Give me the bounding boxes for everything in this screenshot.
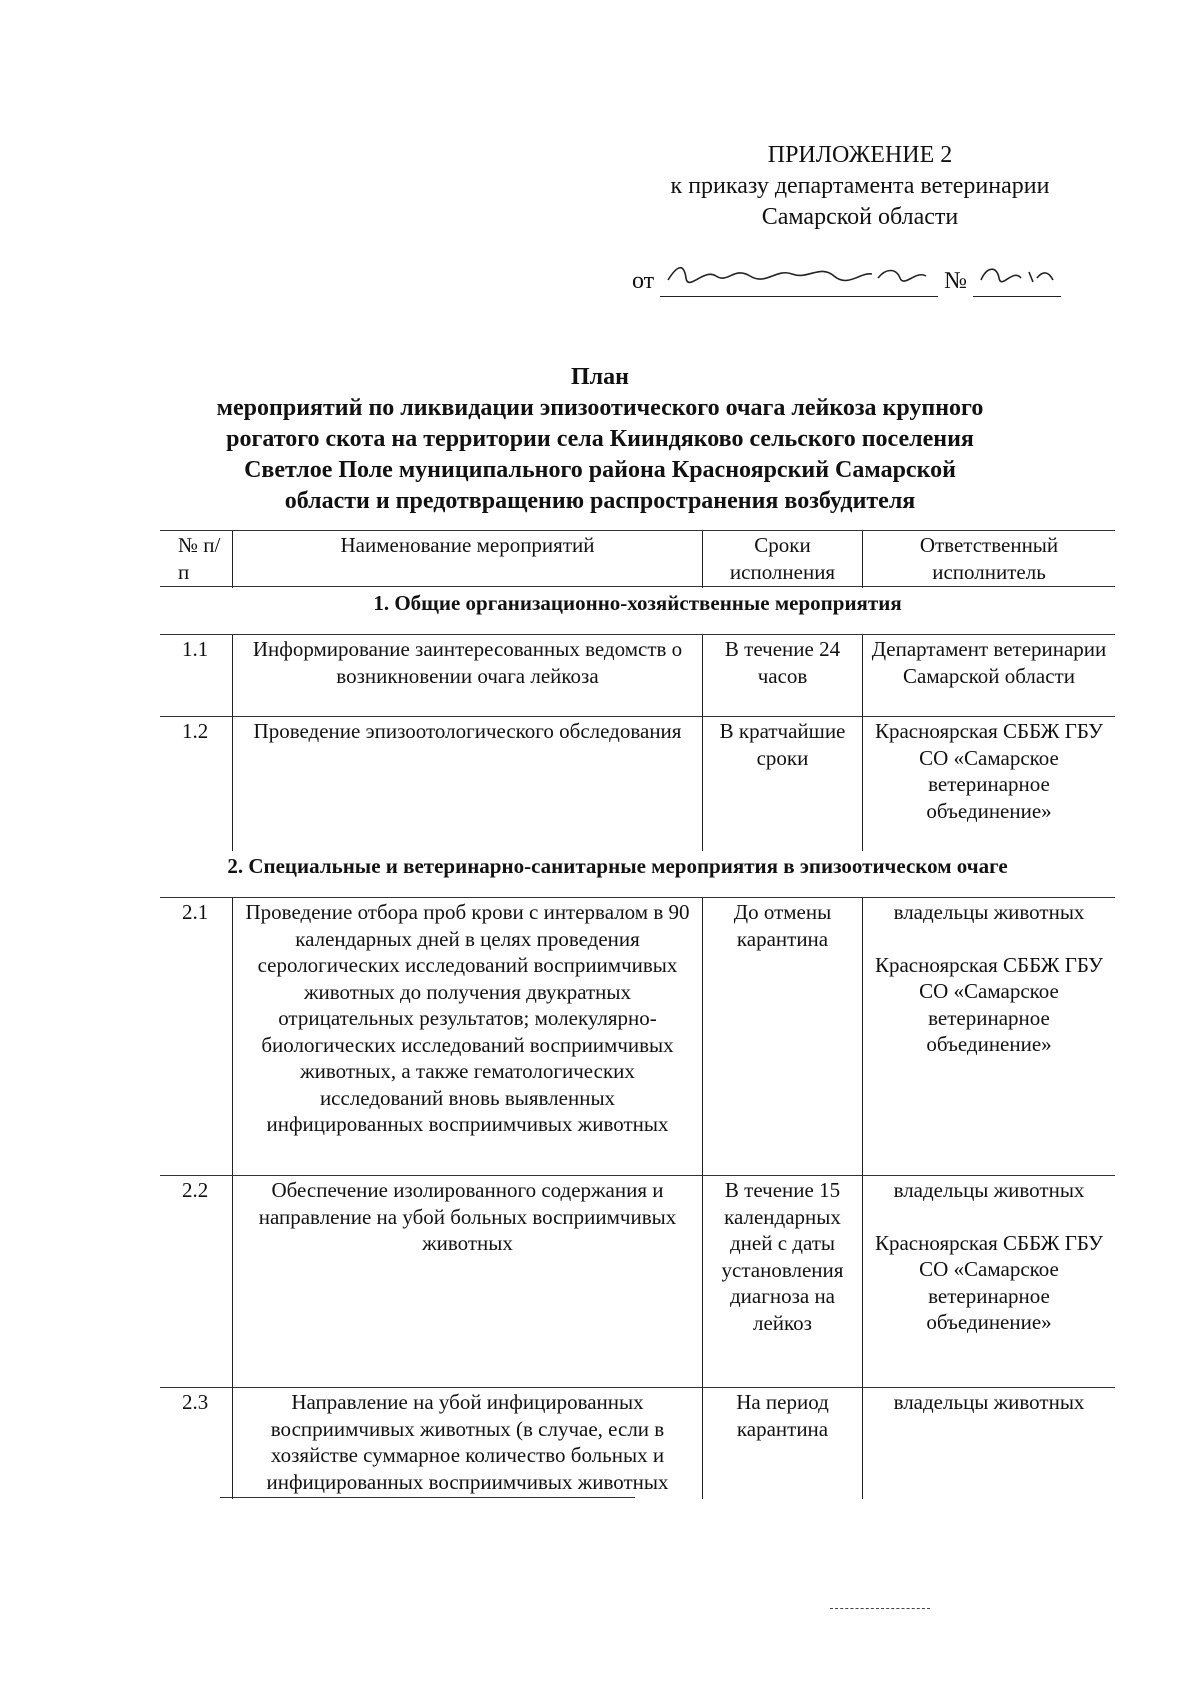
table-row	[160, 1387, 1115, 1499]
measures-table	[160, 530, 1115, 1499]
appendix-title: ПРИЛОЖЕНИЕ 2	[767, 142, 953, 168]
handwritten-number-signature	[977, 262, 1057, 288]
row-responsible	[862, 897, 1115, 1175]
row-number: 2.3	[182, 1390, 209, 1414]
order-date-number-line	[632, 262, 1061, 297]
divider	[160, 1387, 1115, 1388]
plan-title-word: План	[571, 364, 629, 390]
handwritten-order-number	[973, 262, 1061, 297]
header-term: Сроки исполнения	[702, 530, 862, 588]
row-responsible	[862, 1175, 1115, 1387]
plan-title-line: рогатого скота на территории села Кииндяково сельского поселения	[226, 426, 974, 452]
appendix-region: Самарской области	[761, 204, 959, 230]
plan-title-line: области и предотвращению распространения возбудителя	[284, 488, 916, 514]
plan-title-line: мероприятий по ликвидации эпизоотического очага лейкоза крупного	[216, 395, 984, 421]
divider	[160, 897, 1115, 898]
divider	[160, 716, 1115, 717]
plan-title	[150, 362, 1050, 517]
divider	[160, 586, 1115, 587]
responsible-party: Департамент ветеринарии Самарской области	[871, 637, 1107, 688]
row-term: На период карантина	[702, 1387, 862, 1499]
row-term: В течение 24 часов	[702, 634, 862, 716]
responsible-party: владельцы животных	[893, 1390, 1085, 1414]
appendix-header	[600, 140, 1120, 233]
divider	[160, 530, 1115, 531]
header-num: № п/п	[178, 533, 221, 584]
row-term: В кратчайшие сроки	[702, 716, 862, 851]
table-row	[160, 716, 1115, 851]
appendix-order-ref: к приказу департамента ветеринарии	[670, 173, 1050, 199]
table-row	[160, 897, 1115, 1175]
row-measure: Направление на убой инфицированных восприимчивых животных (в случае, если в хозяйстве суммарное количество больных и инфицированных восприимчивых животных	[232, 1387, 702, 1499]
divider	[160, 1175, 1115, 1176]
row-responsible	[862, 716, 1115, 851]
responsible-party: Красноярская СББЖ ГБУ СО «Самарское ветеринарное объединение»	[874, 952, 1104, 1056]
handwritten-order-date	[660, 262, 938, 297]
plan-title-line: Светлое Поле муниципального района Красноярский Самарской	[244, 457, 956, 483]
row-measure: Проведение отбора проб крови с интервалом в 90 календарных дней в целях проведения серологических исследований восприимчивых животных до получения двукратных отрицательных результатов; молекулярно-биологических исследований восприимчивых животных, а также гематологических исследований вновь выявленных инфицированных восприимчивых животных	[232, 897, 702, 1175]
row-responsible	[862, 1387, 1115, 1499]
responsible-party: владельцы животных	[893, 900, 1085, 924]
responsible-party: Красноярская СББЖ ГБУ СО «Самарское ветеринарное объединение»	[874, 1230, 1104, 1334]
header-name: Наименование мероприятий	[232, 530, 702, 588]
divider	[160, 634, 1115, 635]
section-heading-2: 2. Специальные и ветеринарно-санитарные мероприятия в эпизоотическом очаге	[227, 854, 1008, 878]
divider	[220, 1497, 635, 1498]
row-term: В течение 15 календарных дней с даты установления диагноза на лейкоз	[702, 1175, 862, 1387]
row-number: 2.1	[182, 900, 209, 924]
scan-artifact-dashes	[830, 1608, 930, 1609]
order-number-sign: №	[944, 268, 968, 294]
row-measure: Проведение эпизоотологического обследования	[232, 716, 702, 851]
handwritten-date-signature	[664, 262, 934, 288]
row-measure: Обеспечение изолированного содержания и направление на убой больных восприимчивых животных	[232, 1175, 702, 1387]
responsible-party: Красноярская СББЖ ГБУ СО «Самарское ветеринарное объединение»	[874, 719, 1104, 823]
section-heading-1: 1. Общие организационно-хозяйственные мероприятия	[373, 591, 902, 615]
responsible-party: владельцы животных	[893, 1178, 1085, 1202]
table-row	[160, 634, 1115, 716]
header-responsible: Ответственный исполнитель	[862, 530, 1115, 588]
row-number: 1.1	[182, 637, 209, 661]
row-responsible	[862, 634, 1115, 716]
table-header-row	[160, 530, 1115, 588]
order-prefix: от	[632, 268, 655, 294]
row-measure: Информирование заинтересованных ведомств о возникновении очага лейкоза	[232, 634, 702, 716]
row-number: 2.2	[182, 1178, 209, 1202]
row-number: 1.2	[182, 719, 209, 743]
row-term: До отмены карантина	[702, 897, 862, 1175]
table-row	[160, 1175, 1115, 1387]
